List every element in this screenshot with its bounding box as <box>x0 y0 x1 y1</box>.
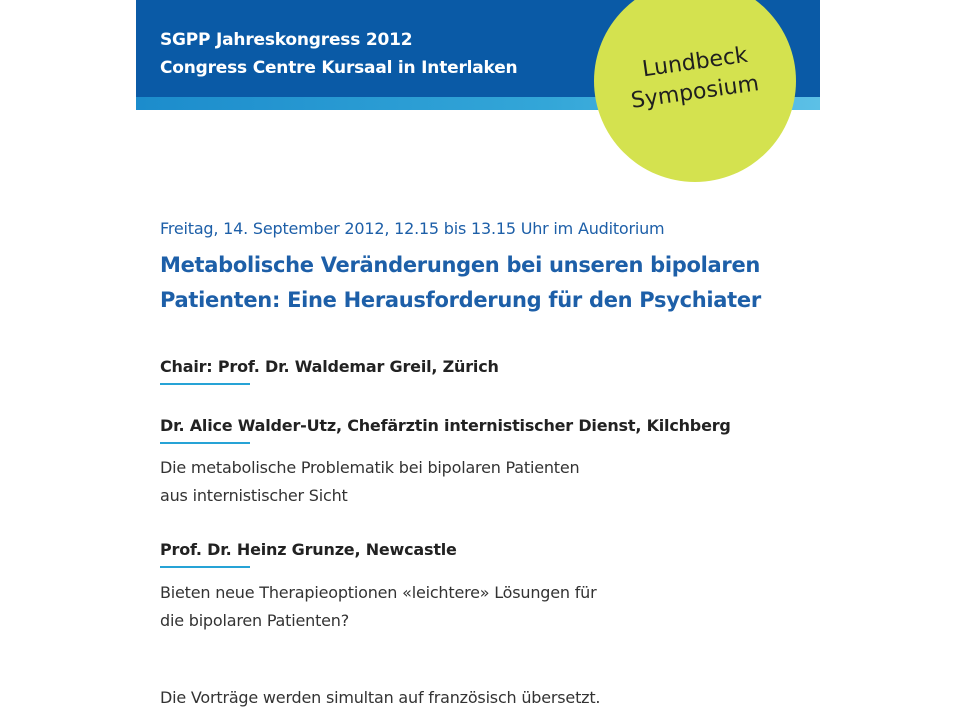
badge-line-1: Lundbeck <box>640 42 750 83</box>
congress-venue: Congress Centre Kursaal in Interlaken <box>160 58 518 78</box>
talk-1-topic-line-1: Die metabolische Problematik bei bipolaren Patienten <box>160 458 580 477</box>
badge-line-2: Symposium <box>629 71 761 114</box>
event-date: Freitag, 14. September 2012, 12.15 bis 13.15 Uhr im Auditorium <box>160 219 665 238</box>
speaker-1-underline <box>160 442 250 444</box>
talk-1-topic-line-2: aus internistischer Sicht <box>160 486 348 505</box>
talk-2-topic-line-1: Bieten neue Therapieoptionen «leichtere» Lösungen für <box>160 583 597 602</box>
symposium-badge <box>594 0 796 182</box>
talk-2-topic-line-2: die bipolaren Patienten? <box>160 611 350 630</box>
speaker-1-heading: Dr. Alice Walder-Utz, Chefärztin internistischer Dienst, Kilchberg <box>160 416 731 435</box>
speaker-2-heading: Prof. Dr. Heinz Grunze, Newcastle <box>160 540 457 559</box>
chair-heading: Chair: Prof. Dr. Waldemar Greil, Zürich <box>160 357 499 376</box>
event-title-line-2: Patienten: Eine Herausforderung für den Psychiater <box>160 288 761 312</box>
event-title-line-1: Metabolische Veränderungen bei unseren bipolaren <box>160 253 761 277</box>
translation-note: Die Vorträge werden simultan auf französisch übersetzt. <box>160 688 601 707</box>
speaker-2-underline <box>160 566 250 568</box>
chair-underline <box>160 383 250 385</box>
congress-title: SGPP Jahreskongress 2012 <box>160 30 413 50</box>
